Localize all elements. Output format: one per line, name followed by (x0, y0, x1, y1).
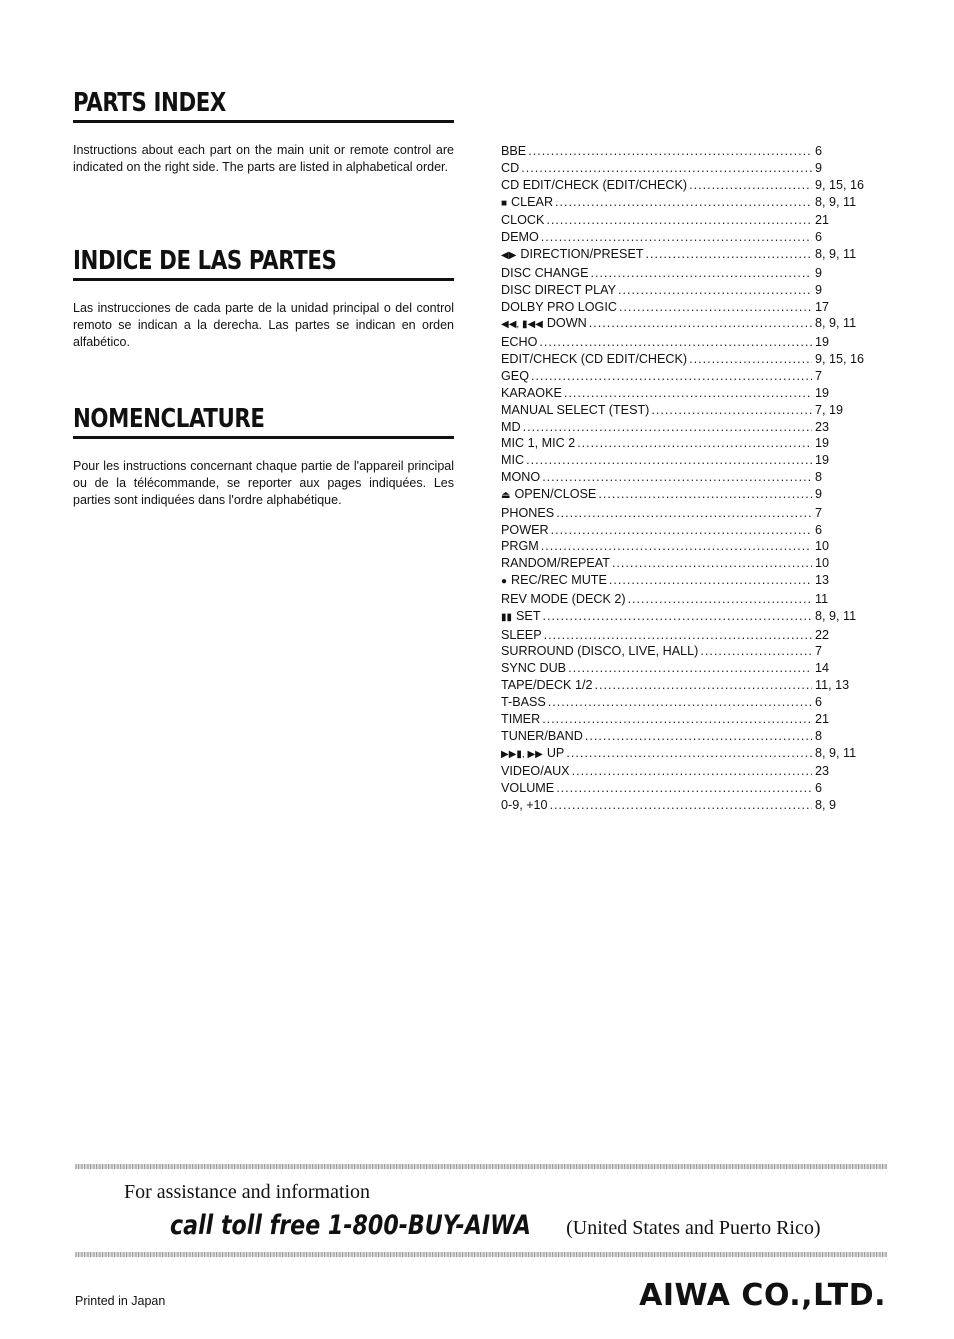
index-entry-label (501, 591, 626, 608)
dot-leader (548, 694, 812, 711)
button-symbol-icon: ⏏ (501, 489, 511, 501)
index-entry-text: SLEEP (501, 627, 542, 642)
button-symbol-icon: ● (501, 576, 508, 588)
index-entry (501, 780, 873, 797)
index-entry (501, 435, 873, 452)
index-entry-text: MIC 1, MIC 2 (501, 436, 576, 451)
dot-leader (544, 627, 812, 644)
nomenclature-section (73, 404, 454, 509)
index-entry-pages: 9, 15, 16 (815, 177, 865, 192)
index-entry (501, 299, 873, 316)
dot-leader (539, 334, 812, 351)
company-name: AIWA CO.,LTD. (639, 1278, 886, 1313)
index-entry (501, 694, 873, 711)
index-entry-text: TUNER/BAND (501, 728, 583, 743)
index-entry-pages: 6 (815, 144, 823, 158)
index-entry-label (501, 229, 539, 246)
index-entry-text: CLEAR (511, 194, 554, 209)
button-symbol-icon: ◀◀, ▮◀◀ (501, 319, 543, 331)
index-entry-text: TAPE/DECK 1/2 (501, 678, 593, 693)
index-entry (501, 315, 873, 334)
index-entry-label (501, 505, 554, 522)
index-entry-label (501, 660, 566, 677)
dot-leader (556, 505, 812, 522)
dot-leader (523, 419, 812, 436)
dot-leader (590, 265, 812, 282)
dot-leader (566, 745, 812, 762)
index-entry-pages: 21 (815, 213, 830, 228)
index-entry-pages: 8 (815, 728, 823, 743)
dot-leader (585, 728, 812, 745)
dot-leader (609, 572, 812, 589)
dot-leader (531, 368, 812, 385)
index-entry-pages: 8, 9, 11 (815, 316, 857, 331)
index-entry-text: SURROUND (DISCO, LIVE, HALL) (501, 644, 699, 659)
index-entry (501, 368, 873, 385)
dot-leader (551, 522, 812, 539)
printed-in-text: Printed in Japan (75, 1294, 166, 1308)
parts-index-section (73, 88, 454, 176)
dot-leader (555, 194, 812, 211)
index-entry (501, 555, 873, 572)
index-entry-text: DISC CHANGE (501, 265, 589, 280)
index-entry (501, 143, 873, 160)
dot-leader (556, 780, 812, 797)
index-entry-pages: 8, 9 (815, 798, 837, 813)
section-text: Pour les instructions concernant chaque partie de l'appareil principal ou de la télécommande, se reporter aux pages indiquées. Les parties sont indiquées dans l'ordre alphabétique. (73, 459, 454, 507)
dot-leader (689, 177, 812, 194)
index-entry-label (501, 469, 540, 486)
index-entry-text: CD (501, 160, 520, 175)
index-entry-pages: 9 (815, 282, 823, 297)
button-symbol-icon: ◀▶ (501, 250, 517, 262)
region-text: (United States and Puerto Rico) (566, 1217, 821, 1239)
index-entry-pages: 7 (815, 644, 823, 659)
index-entry-text: MANUAL SELECT (TEST) (501, 402, 650, 417)
index-entry (501, 572, 873, 591)
index-entry (501, 246, 873, 265)
index-entry-text: 0-9, +10 (501, 798, 548, 813)
heading-rule (73, 278, 454, 281)
index-entry-pages: 10 (815, 539, 830, 554)
index-entry (501, 194, 873, 213)
index-entry-label (501, 728, 583, 745)
index-entry (501, 591, 873, 608)
index-entry-text: POWER (501, 522, 549, 537)
dot-leader (628, 591, 812, 608)
index-entry-label (501, 435, 575, 452)
index-entry-pages: 6 (815, 230, 823, 245)
button-symbol-icon: ▶▶▮, ▶▶ (501, 748, 543, 760)
index-entry-label (501, 538, 539, 555)
index-entry-label (501, 419, 521, 436)
index-entry-text: MIC (501, 453, 525, 468)
dot-leader (550, 797, 812, 814)
index-entry-text: SET (516, 608, 541, 623)
index-entry-text: TIMER (501, 711, 541, 726)
index-entry-label (501, 315, 587, 334)
dot-leader (528, 143, 812, 160)
index-entry-label (501, 711, 540, 728)
dot-leader (589, 315, 812, 332)
dot-leader (521, 160, 812, 177)
index-entry-pages: 9 (815, 160, 823, 175)
index-entry-text: ECHO (501, 335, 538, 350)
heading-rule (73, 120, 454, 123)
index-entry-text: RANDOM/REPEAT (501, 556, 610, 571)
index-entry-pages: 19 (815, 453, 830, 468)
index-entry-label (501, 694, 546, 711)
index-entry-text: MD (501, 419, 521, 434)
index-entry (501, 177, 873, 194)
dot-leader (651, 402, 812, 419)
index-entry (501, 282, 873, 299)
index-entry-text: REC/REC MUTE (511, 573, 607, 588)
index-entry-label (501, 643, 698, 660)
index-entry-pages: 19 (815, 335, 830, 350)
index-entry-text: MONO (501, 470, 541, 485)
dot-leader (619, 299, 812, 316)
index-entry-label (501, 246, 644, 265)
index-entry (501, 522, 873, 539)
index-entry-label (501, 452, 524, 469)
index-entry (501, 728, 873, 745)
index-entry (501, 711, 873, 728)
index-entry-pages: 13 (815, 573, 830, 588)
index-entry-pages: 10 (815, 556, 830, 571)
parts-index-list (501, 143, 873, 814)
index-entry-pages: 6 (815, 781, 823, 796)
dot-leader (542, 711, 812, 728)
index-entry-label (501, 143, 526, 160)
dot-leader (700, 643, 812, 660)
index-entry-text: T-BASS (501, 695, 546, 709)
dot-leader (689, 351, 812, 368)
dot-leader (594, 677, 812, 694)
dot-leader (546, 212, 812, 229)
index-entry (501, 385, 873, 402)
index-entry-text: DOLBY PRO LOGIC (501, 299, 617, 314)
section-heading: PARTS INDEX (73, 88, 226, 118)
index-entry-label (501, 797, 548, 814)
index-entry-pages: 19 (815, 385, 830, 400)
button-symbol-icon: ▮▮ (501, 611, 513, 623)
index-entry-pages: 11, 13 (815, 678, 850, 693)
dot-leader (541, 538, 812, 555)
index-entry-text: PRGM (501, 539, 539, 554)
index-entry (501, 745, 873, 764)
index-entry-pages: 7, 19 (815, 402, 844, 417)
index-entry-pages: 7 (815, 368, 823, 383)
index-entry-pages: 6 (815, 522, 823, 537)
index-entry-label (501, 486, 596, 505)
index-entry-label (501, 608, 541, 627)
index-entry-label (501, 555, 610, 572)
assistance-text: For assistance and information (124, 1181, 371, 1203)
index-entry (501, 797, 873, 814)
dot-leader (542, 469, 812, 486)
button-symbol-icon: ■ (501, 197, 508, 209)
dot-leader (598, 486, 812, 503)
index-entry-text: VIDEO/AUX (501, 764, 570, 779)
index-entry (501, 627, 873, 644)
dot-leader (564, 385, 812, 402)
index-entry-pages: 9 (815, 265, 823, 280)
index-entry-text: CD EDIT/CHECK (EDIT/CHECK) (501, 177, 688, 192)
index-entry (501, 677, 873, 694)
index-entry-label (501, 177, 687, 194)
index-entry-pages: 17 (815, 299, 830, 314)
index-entry (501, 469, 873, 486)
index-entry-label (501, 194, 553, 213)
dot-leader (646, 246, 812, 263)
index-entry-text: KARAOKE (501, 385, 562, 400)
dot-leader (577, 435, 812, 452)
index-entry-label (501, 160, 519, 177)
index-entry-pages: 21 (815, 711, 830, 726)
index-entry-text: VOLUME (501, 781, 555, 796)
index-entry (501, 660, 873, 677)
indice-section (73, 246, 454, 351)
index-entry-label (501, 334, 537, 351)
index-entry-label (501, 627, 542, 644)
index-entry (501, 265, 873, 282)
index-entry-pages: 11 (815, 591, 829, 606)
index-entry (501, 212, 873, 229)
index-entry-pages: 8, 9, 11 (815, 247, 857, 262)
index-entry-text: UP (546, 745, 565, 760)
index-entry (501, 334, 873, 351)
index-entry (501, 160, 873, 177)
index-entry-pages: 9, 15, 16 (815, 352, 865, 367)
index-entry-label (501, 780, 554, 797)
index-entry (501, 643, 873, 660)
index-entry-pages: 8, 9, 11 (815, 745, 857, 760)
index-entry (501, 486, 873, 505)
index-entry (501, 419, 873, 436)
index-entry-label (501, 282, 616, 299)
index-entry-text: DIRECTION/PRESET (520, 247, 644, 262)
index-entry-pages: 6 (815, 695, 823, 709)
index-entry-label (501, 351, 687, 368)
index-entry-label (501, 522, 549, 539)
call-line (170, 1210, 821, 1241)
dot-leader (526, 452, 812, 469)
index-entry (501, 505, 873, 522)
index-entry-pages: 23 (815, 419, 830, 434)
heading-rule (73, 436, 454, 439)
index-entry-label (501, 212, 544, 229)
index-entry (501, 351, 873, 368)
index-entry-label (501, 763, 570, 780)
index-entry-text: SYNC DUB (501, 661, 567, 676)
toll-free-number: call toll free 1-800-BUY-AIWA (170, 1210, 531, 1241)
dot-leader (541, 229, 812, 246)
index-entry-text: GEQ (501, 368, 529, 383)
index-entry-pages: 23 (815, 764, 830, 779)
index-entry-label (501, 299, 617, 316)
index-entry (501, 763, 873, 780)
section-text: Instructions about each part on the main unit or remote control are indicated on the right side. The parts are listed in alphabetical order. (73, 143, 454, 174)
section-text: Las instrucciones de cada parte de la unidad principal o del control remoto se indican a la derecha. Las partes se indican en orden alfabético. (73, 301, 454, 349)
index-entry (501, 229, 873, 246)
dot-leader (543, 608, 812, 625)
index-entry (501, 608, 873, 627)
index-entry-label (501, 572, 607, 591)
index-entry-pages: 8 (815, 470, 823, 485)
index-entry-text: DISC DIRECT PLAY (501, 282, 617, 297)
index-entry-pages: 8, 9, 11 (815, 608, 857, 623)
index-entry-label (501, 677, 592, 694)
index-entry (501, 452, 873, 469)
index-entry (501, 538, 873, 555)
halftone-band-top (75, 1164, 887, 1169)
dot-leader (568, 660, 812, 677)
section-heading: INDICE DE LAS PARTES (73, 246, 337, 276)
index-entry-label (501, 745, 564, 764)
index-entry-text: BBE (501, 144, 527, 158)
index-entry-text: OPEN/CLOSE (514, 486, 597, 501)
index-entry (501, 402, 873, 419)
index-entry-label (501, 385, 562, 402)
index-entry-pages: 8, 9, 11 (815, 194, 857, 209)
index-entry-label (501, 402, 649, 419)
index-entry-label (501, 368, 529, 385)
index-entry-pages: 9 (815, 486, 823, 501)
dot-leader (618, 282, 812, 299)
halftone-band-bottom (75, 1252, 887, 1257)
index-entry-text: REV MODE (DECK 2) (501, 591, 626, 606)
index-entry-pages: 19 (815, 436, 830, 451)
dot-leader (572, 763, 812, 780)
index-entry-text: PHONES (501, 505, 555, 520)
index-entry-pages: 7 (815, 505, 823, 520)
dot-leader (612, 555, 812, 572)
index-entry-pages: 22 (815, 627, 830, 642)
index-entry-text: CLOCK (501, 213, 545, 228)
index-entry-text: DOWN (546, 316, 587, 331)
section-heading: NOMENCLATURE (73, 404, 265, 434)
index-entry-text: DEMO (501, 230, 539, 245)
index-entry-label (501, 265, 588, 282)
index-entry-pages: 14 (815, 661, 830, 676)
index-entry-text: EDIT/CHECK (CD EDIT/CHECK) (501, 352, 688, 367)
